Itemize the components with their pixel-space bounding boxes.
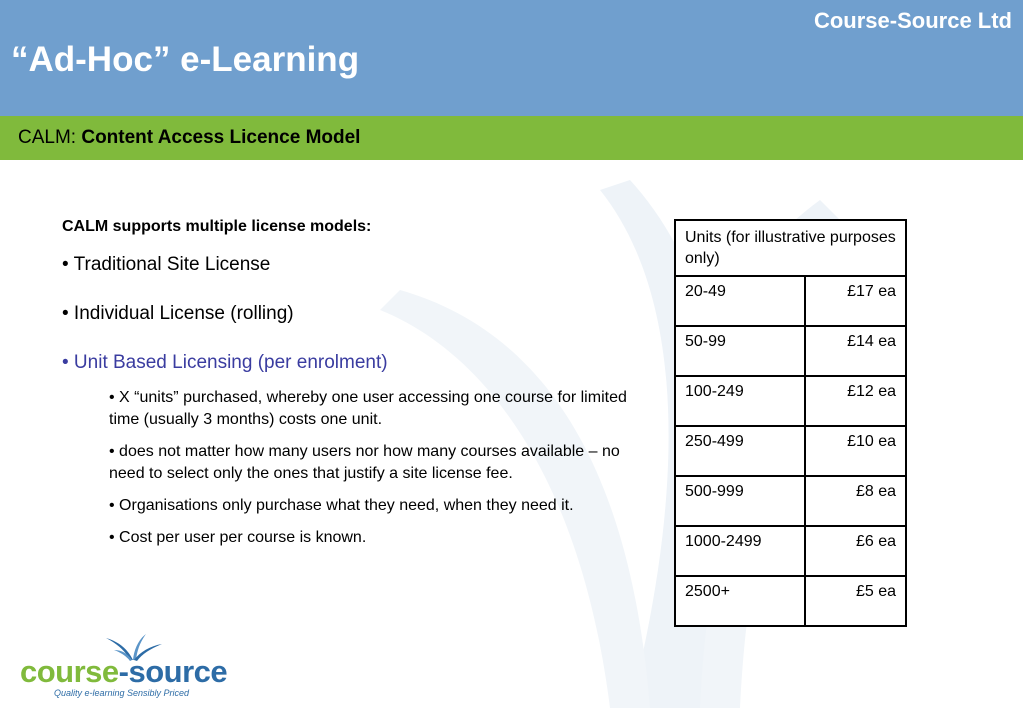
sub-bullet-purchase: • Organisations only purchase what they need, when they need it. bbox=[109, 497, 574, 514]
company-name: Course-Source Ltd bbox=[813, 8, 1012, 33]
subtitle-prefix: CALM: bbox=[18, 127, 82, 148]
unit-range-cell: 20-49 bbox=[675, 276, 805, 326]
sub-bullet-units: • X “units” purchased, whereby one user accessing one course for limited time (usually 3 months) costs one unit. bbox=[109, 389, 627, 428]
price-cell: £14 ea bbox=[805, 326, 906, 376]
unit-range-cell: 500-999 bbox=[675, 476, 805, 526]
subtitle-bar bbox=[0, 116, 1023, 160]
table-row bbox=[675, 426, 906, 476]
table-header-cell: Units (for illustrative purposes only) bbox=[675, 220, 906, 276]
course-source-logo bbox=[20, 632, 250, 702]
content-area bbox=[62, 218, 662, 559]
price-cell: £12 ea bbox=[805, 376, 906, 426]
logo-tagline: Quality e-learning Sensibly Priced bbox=[54, 688, 190, 698]
unit-range-cell: 250-499 bbox=[675, 426, 805, 476]
price-cell: £5 ea bbox=[805, 576, 906, 626]
bullet-site-license: • Traditional Site License bbox=[62, 254, 271, 275]
sub-bullet-cost-known: • Cost per user per course is known. bbox=[109, 529, 367, 546]
price-cell: £17 ea bbox=[805, 276, 906, 326]
subtitle-bold: Content Access Licence Model bbox=[81, 127, 361, 148]
table-row bbox=[675, 526, 906, 576]
table-row bbox=[675, 576, 906, 626]
sub-bullet-no-selection: • does not matter how many users nor how many courses available – no need to select only the ones that justify a site license fee. bbox=[109, 443, 620, 482]
pricing-table bbox=[674, 219, 907, 627]
logo-text-source: source bbox=[128, 654, 228, 689]
price-cell: £10 ea bbox=[805, 426, 906, 476]
price-cell: £8 ea bbox=[805, 476, 906, 526]
table-row bbox=[675, 476, 906, 526]
unit-range-cell: 100-249 bbox=[675, 376, 805, 426]
unit-range-cell: 50-99 bbox=[675, 326, 805, 376]
logo-text-course: course bbox=[20, 654, 119, 689]
table-row bbox=[675, 276, 906, 326]
header-banner bbox=[0, 0, 1023, 116]
unit-range-cell: 1000-2499 bbox=[675, 526, 805, 576]
table-row bbox=[675, 376, 906, 426]
table-header-row bbox=[675, 220, 906, 276]
table-row bbox=[675, 326, 906, 376]
bullet-unit-licensing: • Unit Based Licensing (per enrolment) bbox=[62, 352, 388, 373]
slide-subtitle bbox=[18, 127, 360, 149]
bullet-individual-license: • Individual License (rolling) bbox=[62, 303, 294, 324]
logo-text-dash: - bbox=[118, 654, 129, 689]
logo-wordmark bbox=[20, 654, 227, 690]
price-cell: £6 ea bbox=[805, 526, 906, 576]
unit-range-cell: 2500+ bbox=[675, 576, 805, 626]
slide-title: “Ad-Hoc” e-Learning bbox=[11, 40, 360, 79]
content-heading: CALM supports multiple license models: bbox=[62, 218, 372, 235]
